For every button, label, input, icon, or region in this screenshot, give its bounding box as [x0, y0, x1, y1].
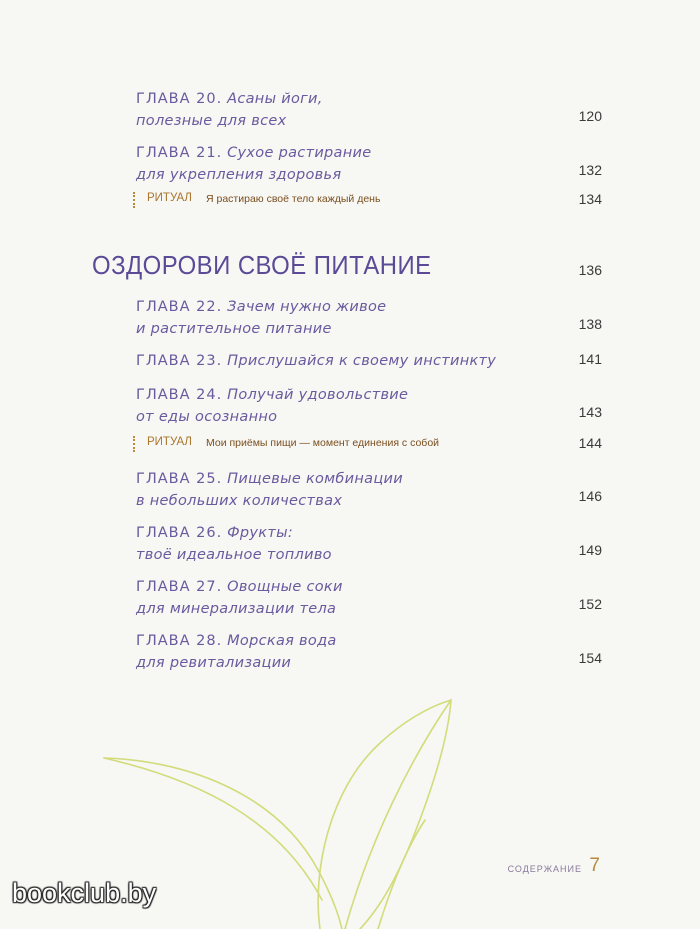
- watermark: bookclub.by: [12, 878, 157, 908]
- chapter-title-line2: и растительное питание: [136, 321, 332, 337]
- chapter-title-line2: для укрепления здоровья: [136, 167, 342, 183]
- chapter-title-line1: ГЛАВА 26. Фрукты:: [136, 525, 294, 541]
- page-number: 132: [578, 162, 602, 178]
- page-number: 154: [578, 650, 602, 666]
- chapter-title-line2: для минерализации тела: [136, 601, 337, 617]
- toc-entry-chapter-26[interactable]: [136, 522, 602, 566]
- toc-entry-chapter-24[interactable]: [136, 384, 602, 428]
- chapter-title-line2: от еды осознанно: [136, 409, 278, 425]
- page-number: 143: [578, 404, 602, 420]
- chapter-title-line2: полезные для всех: [136, 113, 287, 129]
- toc-entry-chapter-20[interactable]: [136, 88, 602, 132]
- page-number: 146: [578, 488, 602, 504]
- toc-entry-chapter-28[interactable]: [136, 630, 602, 674]
- ritual-text: Мои приёмы пищи — момент единения с собой: [206, 437, 440, 449]
- toc-entry-chapter-25[interactable]: [136, 468, 602, 512]
- chapter-title-line1: ГЛАВА 27. Овощные соки: [136, 579, 343, 595]
- chapter-title-line2: для ревитализации: [136, 655, 292, 671]
- section-page-number: 136: [578, 262, 602, 278]
- running-footer-label: СОДЕРЖАНИЕ: [507, 864, 582, 874]
- toc-entry-chapter-23[interactable]: [136, 350, 602, 372]
- chapter-title-line1: ГЛАВА 24. Получай удовольствие: [136, 387, 409, 403]
- ritual-divider: [133, 436, 135, 452]
- chapter-title-line1: ГЛАВА 28. Морская вода: [136, 633, 337, 649]
- chapter-title-line1: ГЛАВА 23. Прислушайся к своему инстинкту: [136, 353, 497, 369]
- chapter-title-line1: ГЛАВА 21. Сухое растирание: [136, 145, 372, 161]
- page-number: 120: [578, 108, 602, 124]
- page-number: 138: [578, 316, 602, 332]
- page-number: 144: [578, 435, 602, 451]
- leaf-vein-center: [345, 700, 451, 929]
- leaf-outline-center: [318, 700, 451, 929]
- chapter-title-line2: в небольших количествах: [136, 493, 343, 509]
- folio-page-number: 7: [589, 855, 600, 876]
- ritual-text: Я растираю своё тело каждый день: [206, 193, 381, 205]
- chapter-title-line1: ГЛАВА 22. Зачем нужно живое: [136, 299, 387, 315]
- chapter-title-line1: ГЛАВА 20. Асаны йоги,: [136, 91, 323, 107]
- ritual-label: РИТУАЛ: [147, 192, 192, 204]
- chapter-title-line1: ГЛАВА 25. Пищевые комбинации: [136, 471, 403, 487]
- page-number: 149: [578, 542, 602, 558]
- page-number: 152: [578, 596, 602, 612]
- toc-entry-chapter-21[interactable]: [136, 142, 602, 186]
- page-number: 141: [578, 351, 602, 367]
- page-number: 134: [578, 191, 602, 207]
- ritual-label: РИТУАЛ: [147, 436, 192, 448]
- toc-entry-ritual-1[interactable]: [133, 190, 602, 210]
- toc-entry-chapter-22[interactable]: [136, 296, 602, 340]
- chapter-title-line2: твоё идеальное топливо: [136, 547, 332, 563]
- section-heading[interactable]: ОЗДОРОВИ СВОЁ ПИТАНИЕ: [92, 250, 432, 280]
- leaf-outline-small: [378, 820, 425, 929]
- toc-entry-chapter-27[interactable]: [136, 576, 602, 620]
- toc-entry-ritual-2[interactable]: [133, 434, 602, 454]
- ritual-divider: [133, 192, 135, 208]
